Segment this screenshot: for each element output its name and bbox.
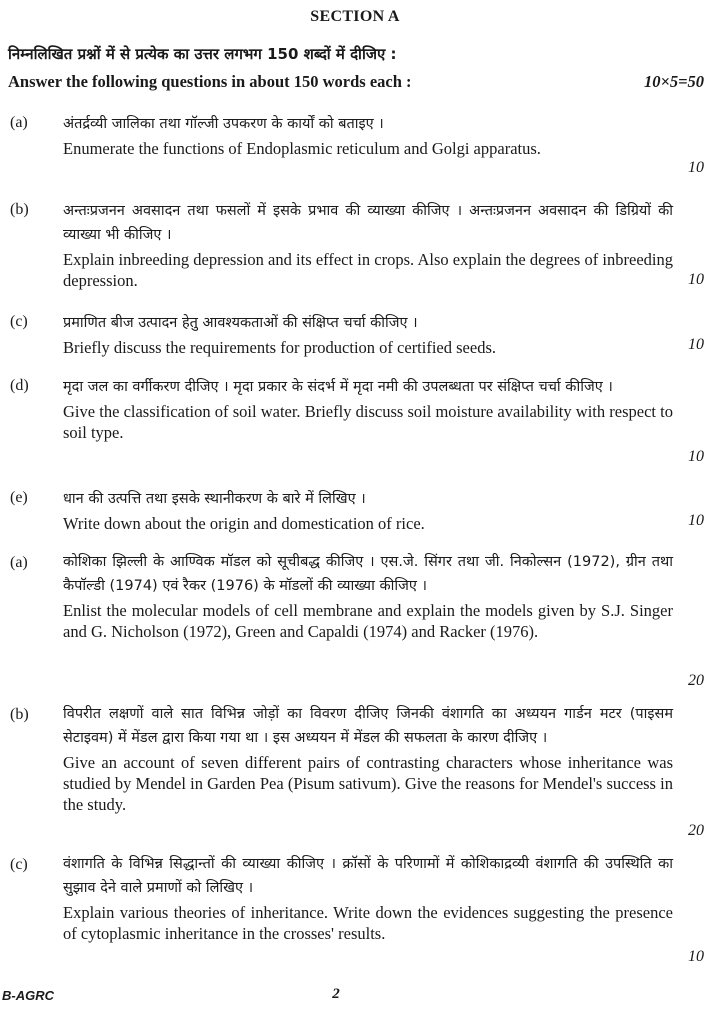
question-text-hindi: धान की उत्पत्ति तथा इसके स्थानीकरण के बारे में लिखिए ।	[63, 491, 366, 507]
question-label: (b)	[10, 706, 29, 723]
question-label: (a)	[10, 554, 28, 571]
question-text-english: Explain inbreeding depression and its effect in crops. Also explain the degrees of inbreeding depression.	[63, 250, 673, 290]
question-body	[63, 702, 673, 815]
question-text-hindi: मृदा जल का वर्गीकरण दीजिए । मृदा प्रकार के संदर्भ में मृदा नमी की उपलब्धता पर संक्षिप्त चर्चा कीजिए ।	[63, 379, 613, 395]
instruction-hindi: निम्नलिखित प्रश्नों में से प्रत्येक का उत्तर लगभग 150 शब्दों में दीजिए :	[8, 45, 397, 63]
question-marks: 10	[688, 271, 704, 288]
question-body	[63, 199, 673, 291]
section-title: SECTION A	[310, 8, 400, 25]
question-marks: 20	[688, 672, 704, 689]
question-text-hindi: अन्तःप्रजनन अवसादन तथा फसलों में इसके प्रभाव की व्याख्या कीजिए । अन्तःप्रजनन अवसादन की डिग्रियों की व्याख्या भी कीजिए ।	[63, 203, 673, 243]
page-number: 2	[332, 986, 340, 1002]
question-text-english: Write down about the origin and domestication of rice.	[63, 514, 425, 533]
question-label: (b)	[10, 201, 29, 218]
question-label: (a)	[10, 114, 28, 131]
question-label: (c)	[10, 856, 28, 873]
total-marks: 10×5=50	[643, 72, 704, 91]
question-text-hindi: प्रमाणित बीज उत्पादन हेतु आवश्यकताओं की संक्षिप्त चर्चा कीजिए ।	[63, 315, 418, 331]
question-body	[63, 112, 673, 159]
question-text-english: Give an account of seven different pairs of contrasting characters whose inheritance was studied by Mendel in Garden Pea (Pisum sativum). Give the reasons for Mendel's success in the study.	[63, 753, 673, 814]
question-text-english: Give the classification of soil water. Briefly discuss soil moisture availability with respect to soil type.	[63, 402, 673, 442]
question-marks: 10	[688, 159, 704, 176]
question-body	[63, 487, 673, 534]
question-text-english: Enlist the molecular models of cell membrane and explain the models given by S.J. Singer and G. Nicholson (1972), Green and Capaldi (1974) and Racker (1976).	[63, 601, 673, 641]
question-body	[63, 550, 673, 642]
question-marks: 10	[688, 948, 704, 965]
instruction-english: Answer the following questions in about 150 words each :	[8, 72, 412, 91]
question-label: (d)	[10, 377, 29, 394]
question-body	[63, 375, 673, 443]
question-text-hindi: अंतर्द्रव्यी जालिका तथा गॉल्जी उपकरण के कार्यों को बताइए ।	[63, 116, 384, 132]
question-body	[63, 852, 673, 944]
paper-code: B-AGRC	[2, 988, 54, 1003]
question-text-hindi: कोशिका झिल्ली के आण्विक मॉडल को सूचीबद्ध कीजिए । एस.जे. सिंगर तथा जी. निकोल्सन (1972), ग्रीन तथा कैपॉल्डी (1974) एवं रैकर (1976) के मॉडलों की व्याख्या कीजिए ।	[63, 554, 673, 594]
question-marks: 10	[688, 448, 704, 465]
question-label: (e)	[10, 489, 28, 506]
question-marks: 20	[688, 822, 704, 839]
question-marks: 10	[688, 336, 704, 353]
question-text-hindi: वंशागति के विभिन्न सिद्धान्तों की व्याख्या कीजिए । क्रॉसों के परिणामों में कोशिकाद्रव्यी वंशागति की उपस्थिति का सुझाव देने वाले प्रमाणों को लिखिए ।	[63, 856, 673, 896]
question-text-english: Explain various theories of inheritance. Write down the evidences suggesting the presence of cytoplasmic inheritance in the crosses' results.	[63, 903, 673, 943]
question-body	[63, 311, 673, 358]
question-text-english: Briefly discuss the requirements for production of certified seeds.	[63, 338, 496, 357]
question-text-english: Enumerate the functions of Endoplasmic reticulum and Golgi apparatus.	[63, 139, 541, 158]
question-marks: 10	[688, 512, 704, 529]
question-text-hindi: विपरीत लक्षणों वाले सात विभिन्न जोड़ों का विवरण दीजिए जिनकी वंशागति का अध्ययन गार्डन मटर (पाइसम सेटाइवम) में मेंडल द्वारा किया गया था । इस अध्ययन में मेंडल की सफलता के कारण दीजिए ।	[63, 706, 673, 746]
question-label: (c)	[10, 313, 28, 330]
